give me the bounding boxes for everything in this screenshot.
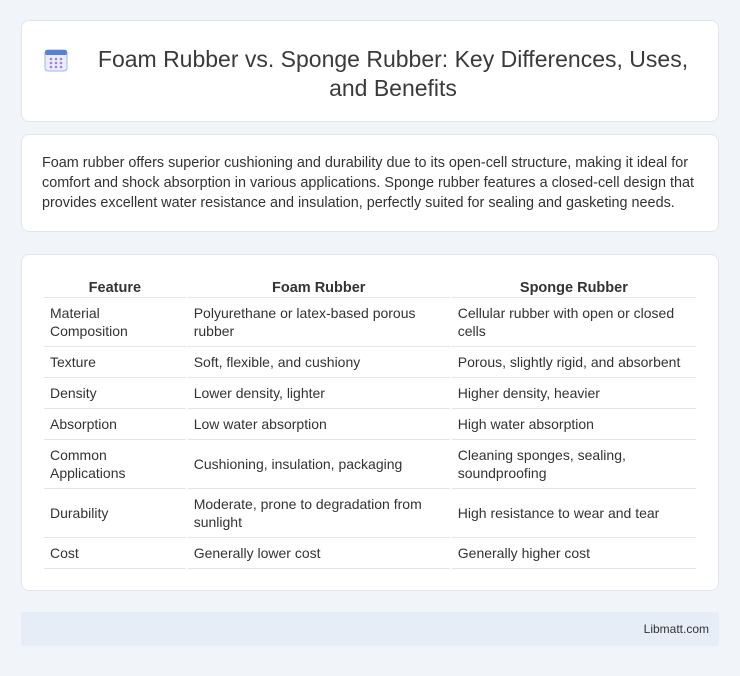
table-row (44, 538, 696, 569)
table-cell: Texture (44, 347, 186, 378)
table-cell: Moderate, prone to degradation from sunlight (188, 489, 450, 538)
table-cell: Common Applications (44, 440, 186, 489)
comparison-table (42, 275, 698, 569)
header-feature: Feature (44, 275, 186, 298)
table-cell: High water absorption (452, 409, 696, 440)
table-cell: Generally lower cost (188, 538, 450, 569)
table-cell: Soft, flexible, and cushiony (188, 347, 450, 378)
table-row (44, 440, 696, 489)
table-header-row (44, 275, 696, 298)
table-cell: Lower density, lighter (188, 378, 450, 409)
table-cell: Cost (44, 538, 186, 569)
summary-text: Foam rubber offers superior cushioning and durability due to its open-cell structure, making it ideal for comfort and shock absorption in various applications. Sponge rubber features a closed-cell design that provides excellent water resistance and insulation, perfectly suited for sealing and gasketing needs. (42, 155, 694, 211)
footer-site-link[interactable]: Libmatt.com (643, 622, 709, 636)
table-cell: Material Composition (44, 298, 186, 347)
header-foam-rubber: Foam Rubber (188, 275, 450, 298)
table-cell: Low water absorption (188, 409, 450, 440)
summary-card (21, 134, 719, 232)
table-cell: Cleaning sponges, sealing, soundproofing (452, 440, 696, 489)
page-title: Foam Rubber vs. Sponge Rubber: Key Differences, Uses, and Benefits (97, 46, 689, 101)
header-sponge-rubber: Sponge Rubber (452, 275, 696, 298)
table-row (44, 378, 696, 409)
table-cell: High resistance to wear and tear (452, 489, 696, 538)
table-row (44, 489, 696, 538)
table-cell: Density (44, 378, 186, 409)
table-cell: Polyurethane or latex-based porous rubber (188, 298, 450, 347)
table-cell: Absorption (44, 409, 186, 440)
table-cell: Higher density, heavier (452, 378, 696, 409)
calendar-grid-icon (42, 46, 70, 74)
table-cell: Porous, slightly rigid, and absorbent (452, 347, 696, 378)
table-cell: Cushioning, insulation, packaging (188, 440, 450, 489)
table-cell: Cellular rubber with open or closed cells (452, 298, 696, 347)
table-row (44, 409, 696, 440)
table-row (44, 298, 696, 347)
table-cell: Durability (44, 489, 186, 538)
header-card (21, 20, 719, 122)
table-row (44, 347, 696, 378)
comparison-table-card (21, 254, 719, 591)
footer (21, 612, 719, 646)
table-cell: Generally higher cost (452, 538, 696, 569)
